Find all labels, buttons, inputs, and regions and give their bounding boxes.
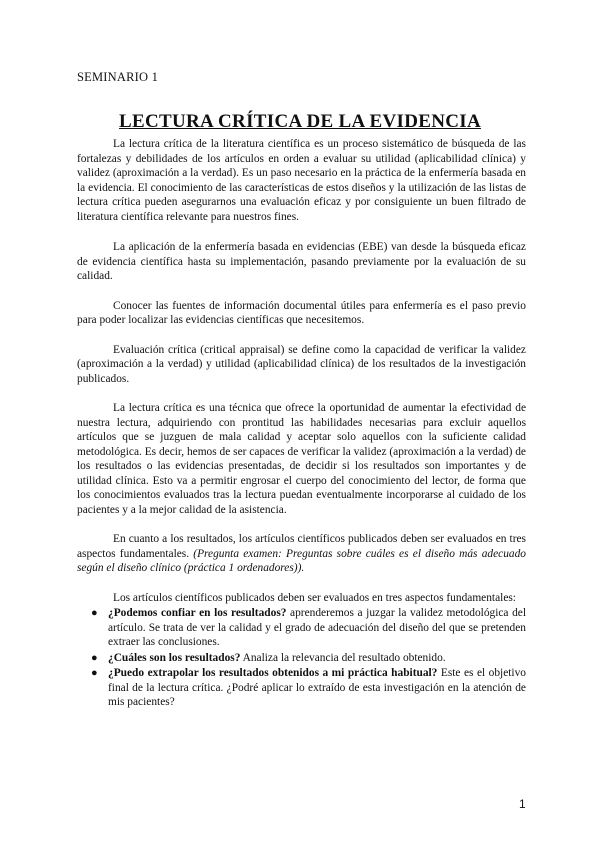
paragraph-ebe: La aplicación de la enfermería basada en evidencias (EBE) van desde la búsqueda eficaz de evidencia científica hasta su implementación, pasando previamente por la evaluación de su calidad. (77, 241, 526, 282)
paragraph-critical-reading: La lectura crítica es una técnica que ofrece la oportunidad de aumentar la efectividad de nuestra lectura, adquiriendo con prontitud las habilidades necesarias para excluir aquellos artículos que se juzguen de mala calidad y aceptar solo aquellos con la suficiente calidad metodológica. Es decir, hemos de ser capaces de verificar la validez (aproximación a la verdad) de los resultados o las evidencias presentadas, de decidir si los resultados son importantes y de utilidad clínica. Esto va a permitir engrosar el cuerpo del conocimiento del lector, de forma que los conocimientos evaluados tras la lectura puedan eventualmente incorporarse al cuidado de los pacientes y a la mejor calidad de la asistencia. (77, 402, 526, 516)
seminar-header: SEMINARIO 1 (77, 70, 159, 84)
results-text: En cuanto a los resultados, los artículos científicos publicados deben ser evaluados en tres aspectos fundamentales. (77, 533, 526, 560)
paragraph-sources: Conocer las fuentes de información documental útiles para enfermería es el paso previo para poder localizar las evidencias científicas que necesitemos. (77, 299, 526, 326)
bullet-question: ¿Puedo extrapolar los resultados obtenidos a mi práctica habitual? (108, 667, 438, 679)
list-item (77, 606, 526, 650)
bullet-question: ¿Podemos confiar en los resultados? (108, 607, 287, 619)
bullet-icon: ● (91, 607, 98, 619)
bullet-text: Analiza la relevancia del resultado obtenido. (240, 651, 446, 664)
paragraph-results (77, 532, 526, 576)
list-item (77, 666, 526, 710)
bullet-text: Este es el objetivo final de la lectura crítica. ¿Podré aplicar lo extraído de esta investigación en la atención de mis pacientes? (108, 667, 526, 708)
document-title: LECTURA CRÍTICA DE LA EVIDENCIA (119, 111, 481, 132)
page-number: 1 (519, 797, 526, 811)
list-item (77, 651, 526, 666)
paragraph-intro: La lectura crítica de la literatura científica es un proceso sistemático de búsqueda de las fortalezas y debilidades de los artículos en orden a evaluar su utilidad (aplicabilidad clínica) y validez (aproximación a la verdad). Es un paso necesario en la práctica de la enfermería basada en la evidencia. El conocimiento de las características de estos diseños y la utilización de las listas de lectura crítica pueden asegurarnos una evaluación eficaz y por consiguiente un buen filtrado de literatura científica relevante para nuestros fines. (77, 138, 526, 223)
paragraph-critical-appraisal: Evaluación crítica (critical appraisal) se define como la capacidad de verificar la validez (aproximación a la verdad) y utilidad (aplicabilidad clínica) de los resultados de la investigación publicados. (77, 343, 526, 385)
bullet-text: aprenderemos a juzgar la validez metodológica del artículo. Se trata de ver la calidad y el grado de adecuación del diseño del que se pretenden extraer las conclusiones. (108, 607, 526, 648)
list-intro: Los artículos científicos publicados deben ser evaluados en tres aspectos fundamentales: (113, 591, 516, 604)
bullet-question: ¿Cuáles son los resultados? (108, 651, 241, 664)
bullet-icon: ● (91, 651, 98, 664)
document-body (77, 137, 526, 711)
bullet-icon: ● (91, 667, 98, 679)
evaluation-aspects-list (77, 606, 526, 710)
exam-note: (Pregunta examen: Preguntas sobre cuáles es el diseño más adecuado según el diseño clínico (práctica 1 ordenadores)). (77, 547, 526, 574)
